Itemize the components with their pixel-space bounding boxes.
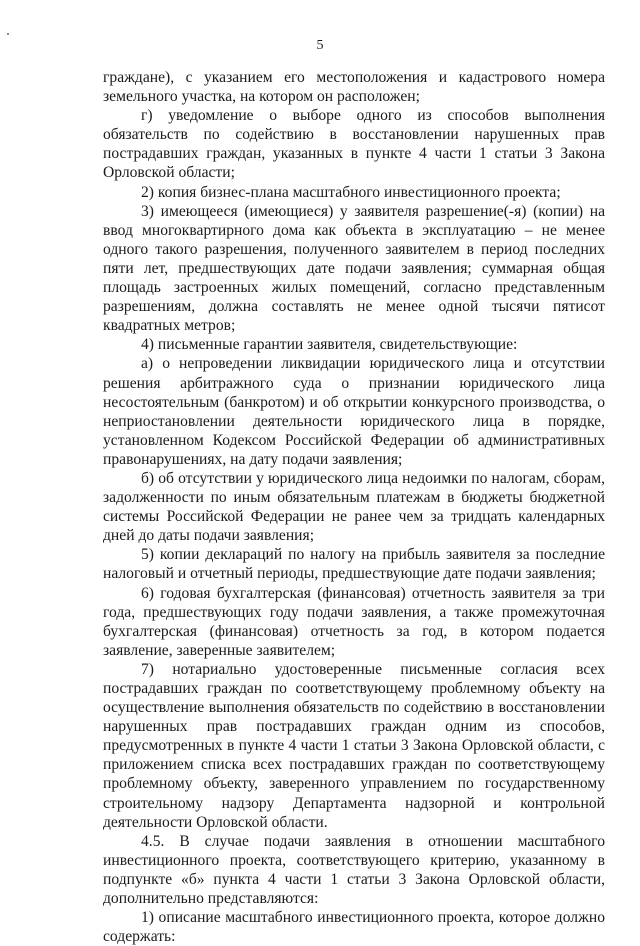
paragraph-item-5: 5) копии деклараций по налогу на прибыль заявителя за последние налоговый и отчетный периоды, предшествующие дате подачи заявления; bbox=[103, 546, 605, 583]
paragraph-item-2: 2) копия бизнес-плана масштабного инвестиционного проекта; bbox=[141, 183, 561, 201]
paragraph-item-4b: б) об отсутствии у юридического лица недоимки по налогам, сборам, задолженности по иным обязательным платежам в бюджеты бюджетной системы Российской Федерации не ранее чем за тридцать календарных дней до даты подачи заявления; bbox=[103, 469, 605, 545]
paragraph-item-6: 6) годовая бухгалтерская (финансовая) отчетность заявителя за три года, предшествующих году подачи заявления, а также промежуточная бухгалтерская (финансовая) отчетность за год, в котором подается заявление, заверенные заявителем; bbox=[103, 584, 605, 659]
paragraph-4-5-item-1: 1) описание масштабного инвестиционного проекта, которое должно содержать: bbox=[103, 909, 605, 946]
paragraph-item-4: 4) письменные гарантии заявителя, свидетельствующие: bbox=[141, 336, 518, 354]
scan-mark bbox=[7, 33, 9, 35]
paragraph-item-7: 7) нотариально удостоверенные письменные согласия всех пострадавших граждан по соответствующему проблемному объекту на осуществление выполнения обязательств по содействию в восстановлении нарушенных прав пострадавших граждан одним из способов, предусмотренных в пункте 4 части 1 статьи 3 Закона Орловской области, с приложением списка всех пострадавших граждан по соответствующему проблемному объекту, заверенного управлением по государственному строительному надзору Департамента надзорной и контрольной деятельности Орловской области. bbox=[103, 660, 605, 831]
paragraph-continuation: граждане), с указанием его местоположения и кадастрового номера земельного участка, на котором он расположен; bbox=[103, 69, 605, 106]
page-number: 5 bbox=[316, 38, 324, 53]
document-body bbox=[103, 68, 605, 946]
paragraph-item-3: 3) имеющееся (имеющиеся) у заявителя разрешение(-я) (копии) на ввод многоквартирного дома как объекта в эксплуатацию – не менее одного такого разрешения, полученного заявителем в период последних пяти лет, предшествующих дате подачи заявления; суммарная общая площадь застроенных жилых помещений, согласно представленным разрешениям, должна составлять не менее одной тысячи пятисот квадратных метров; bbox=[103, 202, 605, 335]
paragraph-section-4-5: 4.5. В случае подачи заявления в отношении масштабного инвестиционного проекта, соответствующего критерию, указанному в подпункте «б» пункта 4 части 1 статьи 3 Закона Орловской области, дополнительно представляются: bbox=[103, 832, 605, 908]
paragraph-item-g: г) уведомление о выборе одного из способов выполнения обязательств по содействию в восстановлении нарушенных прав пострадавших граждан, указанных в пункте 4 части 1 статьи 3 Закона Орловской области; bbox=[103, 107, 605, 182]
paragraph-item-4a: а) о непроведении ликвидации юридического лица и отсутствии решения арбитражного суда о признании юридического лица несостоятельным (банкротом) и об открытии конкурсного производства, о неприостановлении деятельности юридического лица в порядке, установленном Кодексом Российской Федерации об административных правонарушениях, на дату подачи заявления; bbox=[103, 355, 605, 468]
